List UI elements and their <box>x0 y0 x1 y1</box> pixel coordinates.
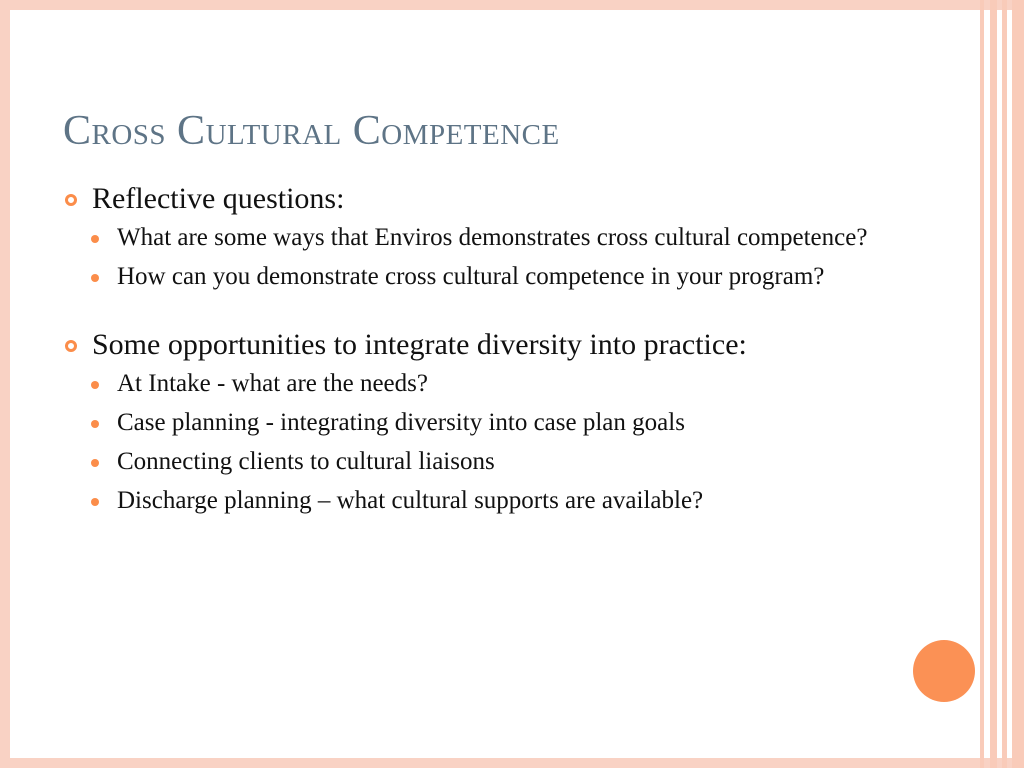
section-heading <box>63 182 923 216</box>
bullet-icon <box>91 498 99 506</box>
section-heading-text: Some opportunities to integrate diversity into practice: <box>92 328 747 361</box>
ring-bullet-icon <box>65 194 77 206</box>
section-heading <box>63 328 923 362</box>
list-item-text: Discharge planning – what cultural supports are available? <box>117 487 704 514</box>
ring-bullet-icon <box>65 340 77 352</box>
list-item-text: What are some ways that Enviros demonstrates cross cultural competence? <box>117 224 868 251</box>
list-item-text: How can you demonstrate cross cultural competence in your program? <box>117 263 825 290</box>
sub-bullet-list <box>63 368 923 517</box>
bullet-icon <box>91 459 99 467</box>
list-item <box>91 261 923 293</box>
section-opportunities <box>63 328 923 517</box>
decorative-stripe <box>1012 0 1024 768</box>
slide-title: Cross Cultural Competence <box>63 108 560 154</box>
list-item <box>91 222 923 254</box>
section-heading-text: Reflective questions: <box>92 182 345 215</box>
sub-bullet-list <box>63 222 923 293</box>
list-item <box>91 446 923 478</box>
list-item-text: Case planning - integrating diversity into case plan goals <box>117 409 685 436</box>
list-item <box>91 485 923 517</box>
bullet-icon <box>91 420 99 428</box>
section-reflective-questions <box>63 182 923 293</box>
decorative-stripe <box>980 0 984 768</box>
bullet-icon <box>91 381 99 389</box>
decorative-stripe <box>1002 0 1007 768</box>
slide-content <box>63 182 923 524</box>
decorative-stripe <box>990 0 997 768</box>
list-item-text: At Intake - what are the needs? <box>117 370 428 397</box>
bullet-icon <box>91 274 99 282</box>
decorative-circle <box>913 640 975 702</box>
list-item <box>91 407 923 439</box>
bullet-icon <box>91 235 99 243</box>
list-item <box>91 368 923 400</box>
list-item-text: Connecting clients to cultural liaisons <box>117 448 495 475</box>
